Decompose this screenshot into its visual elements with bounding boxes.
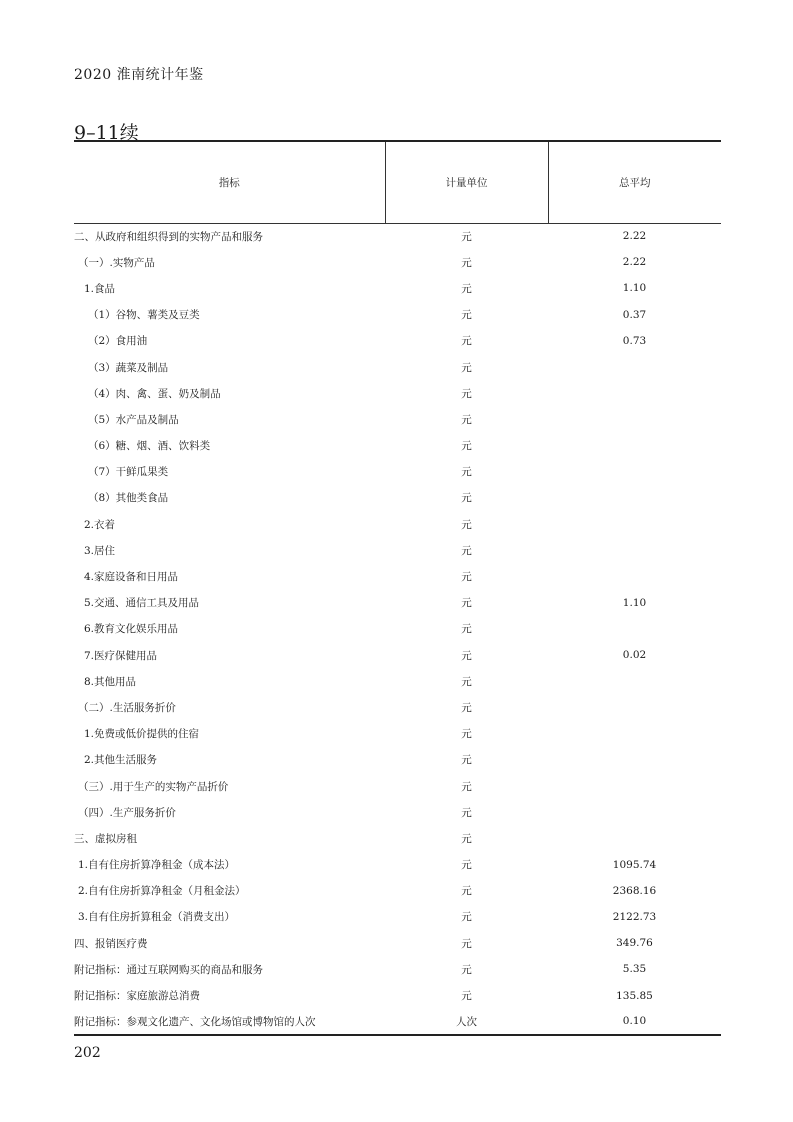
row-indicator: （4）肉、禽、蛋、奶及制品 (88, 387, 221, 400)
row-value: 135.85 (616, 989, 653, 1002)
row-indicator: 7.医疗保健用品 (84, 649, 158, 662)
row-unit: 元 (461, 571, 472, 584)
row-unit: 元 (461, 859, 472, 872)
row-unit: 元 (461, 413, 472, 426)
table-row (74, 537, 721, 563)
row-value (548, 459, 721, 485)
row-unit: 元 (461, 780, 472, 793)
table-row (74, 747, 721, 773)
row-value: 0.02 (622, 649, 647, 662)
row-indicator: （8）其他类食品 (88, 492, 169, 505)
row-unit: 元 (461, 597, 472, 610)
table-row (74, 668, 721, 694)
row-unit: 元 (461, 701, 472, 714)
row-value (548, 694, 721, 720)
table-row (74, 249, 721, 275)
row-value (548, 747, 721, 773)
table-row (74, 354, 721, 380)
row-value: 5.35 (622, 963, 647, 976)
row-unit: 元 (461, 623, 472, 636)
row-unit: 元 (461, 335, 472, 348)
row-value (548, 773, 721, 799)
row-value (548, 537, 721, 563)
row-unit: 元 (461, 885, 472, 898)
table-row (74, 433, 721, 459)
row-indicator: 二、从政府和组织得到的实物产品和服务 (74, 230, 263, 243)
row-indicator: （二）.生活服务折价 (78, 701, 176, 714)
row-value: 0.73 (622, 334, 647, 347)
table-row (74, 852, 721, 878)
row-value: 2368.16 (612, 884, 657, 897)
table-row (74, 956, 721, 982)
table-row (74, 642, 721, 668)
row-value (548, 616, 721, 642)
table-row (74, 773, 721, 799)
row-unit: 元 (461, 754, 472, 767)
row-value (548, 380, 721, 406)
row-unit: 元 (461, 440, 472, 453)
row-value: 0.10 (548, 1009, 721, 1035)
row-unit: 元 (461, 649, 472, 662)
row-unit: 人次 (385, 1009, 548, 1035)
row-indicator: （6）糖、烟、酒、饮料类 (88, 440, 211, 453)
row-value (548, 668, 721, 694)
row-value (548, 433, 721, 459)
row-indicator: 1.免费或低价提供的住宿 (84, 728, 200, 741)
header-average: 总平均 (548, 141, 721, 223)
row-indicator: （3）蔬菜及制品 (88, 361, 169, 374)
table-row (74, 825, 721, 851)
row-unit: 元 (461, 387, 472, 400)
table-row (74, 485, 721, 511)
row-indicator: （7）干鲜瓜果类 (88, 466, 169, 479)
row-unit: 元 (461, 806, 472, 819)
row-indicator: 8.其他用品 (84, 675, 137, 688)
row-unit: 元 (461, 544, 472, 557)
table-row (74, 799, 721, 825)
table-header-row (74, 141, 721, 223)
table-row (74, 721, 721, 747)
table-body (74, 223, 721, 1035)
row-value (548, 511, 721, 537)
row-indicator: 3.自有住房折算租金（消费支出） (78, 911, 236, 924)
table-row (74, 275, 721, 301)
row-unit: 元 (461, 675, 472, 688)
row-unit: 元 (461, 282, 472, 295)
table-row (74, 328, 721, 354)
row-value (548, 721, 721, 747)
table-row (74, 459, 721, 485)
row-value: 349.76 (616, 937, 653, 950)
row-unit: 元 (461, 309, 472, 322)
table-row (74, 1009, 721, 1035)
row-unit: 元 (461, 518, 472, 531)
row-value: 1095.74 (612, 858, 657, 871)
row-value (548, 354, 721, 380)
row-value: 2.22 (622, 256, 647, 269)
row-value (548, 563, 721, 589)
table-row (74, 406, 721, 432)
table-row (74, 380, 721, 406)
row-unit: 元 (461, 832, 472, 845)
header-unit: 计量单位 (385, 141, 548, 223)
table-row (74, 694, 721, 720)
row-indicator: 四、报销医疗费 (74, 937, 148, 950)
row-indicator: 4.家庭设备和日用品 (84, 571, 179, 584)
row-unit: 元 (461, 466, 472, 479)
row-indicator: （三）.用于生产的实物产品折价 (78, 780, 229, 793)
row-indicator: 三、虚拟房租 (74, 832, 137, 845)
row-indicator: 附记指标：家庭旅游总消费 (74, 990, 200, 1003)
row-unit: 元 (461, 361, 472, 374)
table-row (74, 511, 721, 537)
row-value (548, 799, 721, 825)
row-indicator: （5）水产品及制品 (88, 413, 179, 426)
header-indicator: 指标 (74, 141, 385, 223)
page-number: 202 (74, 1045, 101, 1061)
row-unit: 元 (461, 230, 472, 243)
table-row (74, 904, 721, 930)
row-indicator: （一）.实物产品 (78, 256, 155, 269)
table-row (74, 302, 721, 328)
table-row (74, 982, 721, 1008)
running-head: 2020 淮南统计年鉴 (74, 67, 204, 83)
row-indicator: 6.教育文化娱乐用品 (84, 623, 179, 636)
row-value: 0.37 (622, 308, 647, 321)
row-unit: 元 (461, 911, 472, 924)
row-indicator: 5.交通、通信工具及用品 (84, 597, 200, 610)
row-value: 2122.73 (612, 910, 657, 923)
table-row (74, 590, 721, 616)
row-unit: 元 (461, 963, 472, 976)
row-unit: 元 (461, 937, 472, 950)
row-indicator: 1.食品 (84, 282, 116, 295)
table-row (74, 878, 721, 904)
row-indicator: 2.其他生活服务 (84, 754, 158, 767)
row-indicator: 2.衣着 (84, 518, 116, 531)
row-value (548, 406, 721, 432)
row-unit: 元 (461, 492, 472, 505)
row-indicator: 2.自有住房折算净租金（月租金法） (78, 885, 246, 898)
statistics-table-container (74, 140, 721, 1036)
row-value: 1.10 (622, 282, 647, 295)
row-unit: 元 (461, 256, 472, 269)
table-row (74, 223, 721, 249)
row-unit: 元 (461, 728, 472, 741)
row-indicator: 附记指标：通过互联网购买的商品和服务 (74, 963, 263, 976)
row-value (548, 825, 721, 851)
table-row (74, 563, 721, 589)
row-value: 1.10 (622, 596, 647, 609)
row-unit: 元 (461, 990, 472, 1003)
row-indicator: （2）食用油 (88, 335, 148, 348)
table-title: 9–11续 (74, 122, 139, 144)
row-indicator: 3.居住 (84, 544, 116, 557)
row-indicator: 附记指标：参观文化遗产、文化场馆或博物馆的人次 (74, 1009, 385, 1035)
row-value: 2.22 (622, 230, 647, 243)
row-value (548, 485, 721, 511)
table-row (74, 930, 721, 956)
statistics-table (74, 140, 721, 1036)
row-indicator: （1）谷物、薯类及豆类 (88, 309, 200, 322)
row-indicator: 1.自有住房折算净租金（成本法） (78, 859, 236, 872)
row-indicator: （四）.生产服务折价 (78, 806, 176, 819)
table-row (74, 616, 721, 642)
